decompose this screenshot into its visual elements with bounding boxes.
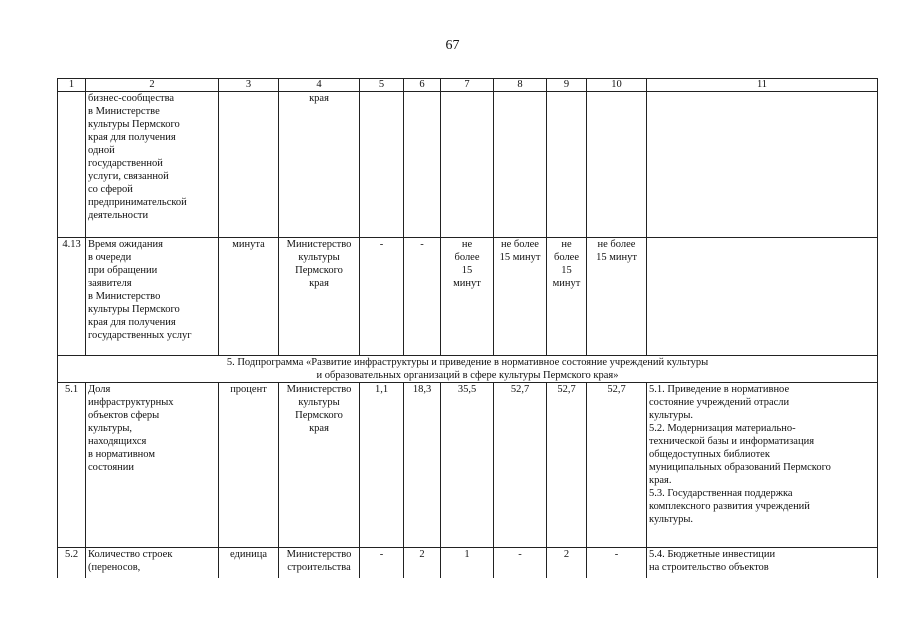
header-cell: 11	[647, 79, 878, 92]
indicator-name: Количество строек (переносов,	[86, 548, 219, 578]
value-6: 18,3	[404, 383, 441, 548]
header-cell: 4	[279, 79, 360, 92]
value-8: -	[494, 548, 547, 578]
value-7: 35,5	[441, 383, 494, 548]
row-number: 4.13	[58, 238, 86, 356]
header-cell: 9	[547, 79, 587, 92]
row-number: 5.2	[58, 548, 86, 578]
responsible: края	[279, 92, 360, 238]
value-5	[360, 92, 404, 238]
responsible: Министерство культуры Пермского края	[279, 238, 360, 356]
value-7	[441, 92, 494, 238]
header-cell: 6	[404, 79, 441, 92]
responsible: Министерство строительства	[279, 548, 360, 578]
table-row	[58, 383, 878, 548]
value-9: 52,7	[547, 383, 587, 548]
indicator-name: бизнес-сообщества в Министерстве культуры Пермского края для получения одной государственной услуги, связанной со сферой предпринимательской деятельности	[86, 92, 219, 238]
page-number: 67	[445, 38, 460, 53]
header-cell: 5	[360, 79, 404, 92]
section-title: 5. Подпрограмма «Развитие инфраструктуры и приведение в нормативное состояние учреждений культуры и образовательных организаций в сфере культуры Пермского края»	[58, 356, 878, 383]
value-10: -	[587, 548, 647, 578]
measures	[647, 238, 878, 356]
measures: 5.1. Приведение в нормативное состояние учреждений отрасли культуры. 5.2. Модернизация материально- технической базы и информатизация общедоступных библиотек муниципальных образований Пермского края. 5.3. Государственная поддержка комплексного развития учреждений культуры.	[647, 383, 878, 548]
table-row	[58, 548, 878, 578]
table-row	[58, 92, 878, 238]
unit: процент	[219, 383, 279, 548]
value-9: не более 15 минут	[547, 238, 587, 356]
value-10: 52,7	[587, 383, 647, 548]
section-row	[58, 356, 878, 383]
value-6: 2	[404, 548, 441, 578]
value-9	[547, 92, 587, 238]
value-7: не более 15 минут	[441, 238, 494, 356]
header-row	[58, 79, 878, 92]
unit: единица	[219, 548, 279, 578]
value-7: 1	[441, 548, 494, 578]
indicator-name: Время ожидания в очереди при обращении заявителя в Министерство культуры Пермского края для получения государственных услуг	[86, 238, 219, 356]
table-row	[58, 238, 878, 356]
value-6	[404, 92, 441, 238]
header-cell: 10	[587, 79, 647, 92]
header-cell: 2	[86, 79, 219, 92]
value-10	[587, 92, 647, 238]
value-6: -	[404, 238, 441, 356]
value-8: не более 15 минут	[494, 238, 547, 356]
unit: минута	[219, 238, 279, 356]
row-number	[58, 92, 86, 238]
value-8	[494, 92, 547, 238]
value-5: -	[360, 548, 404, 578]
value-5: 1,1	[360, 383, 404, 548]
header-cell: 1	[58, 79, 86, 92]
measures: 5.4. Бюджетные инвестиции на строительство объектов	[647, 548, 878, 578]
value-8: 52,7	[494, 383, 547, 548]
header-cell: 8	[494, 79, 547, 92]
indicators-table	[57, 78, 878, 578]
header-cell: 3	[219, 79, 279, 92]
measures	[647, 92, 878, 238]
unit	[219, 92, 279, 238]
value-9: 2	[547, 548, 587, 578]
header-cell: 7	[441, 79, 494, 92]
indicator-name: Доля инфраструктурных объектов сферы культуры, находящихся в нормативном состоянии	[86, 383, 219, 548]
responsible: Министерство культуры Пермского края	[279, 383, 360, 548]
row-number: 5.1	[58, 383, 86, 548]
value-10: не более 15 минут	[587, 238, 647, 356]
value-5: -	[360, 238, 404, 356]
